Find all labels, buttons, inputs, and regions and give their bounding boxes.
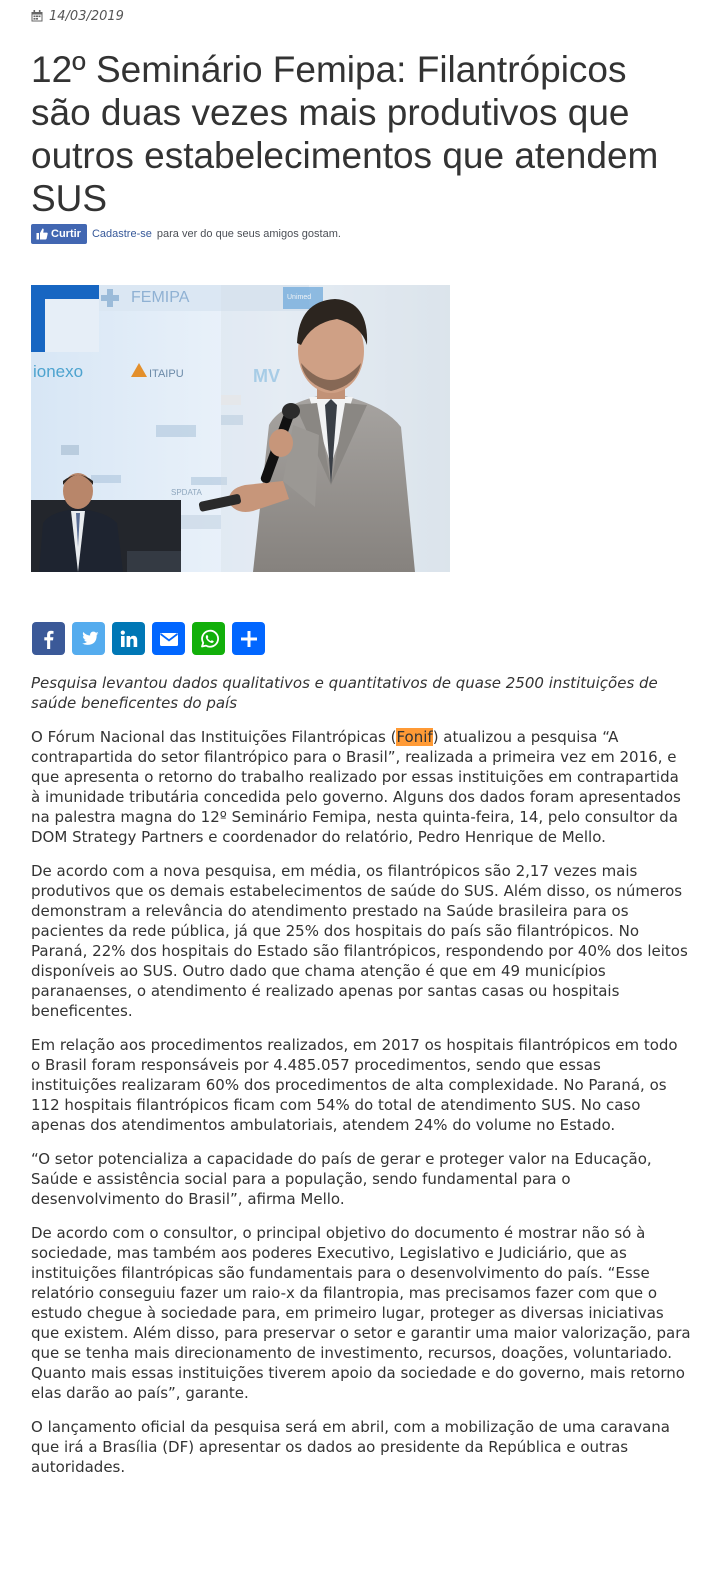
- sponsor-logo-mv: MV: [253, 366, 280, 386]
- share-addtoany-button[interactable]: [232, 622, 265, 655]
- paragraph-5: De acordo com o consultor, o principal objetivo do documento é mostrar não só à sociedade, mas também aos poderes Executivo, Legislativo e Judiciário, que as instituições filantrópicas são fundamentais para o desenvolvimento do país. “Esse relatório conseguiu fazer um raio-x da filantropia, mas precisamos fazer com que o estudo chegue à sociedade para, em primeiro lugar, proteger as diversas iniciativas que existem. Além disso, para preservar o setor e garantir uma maior valorização, para que se tenha mais direcionamento de investimento, recursos, doações, voluntariado. Quanto mais essas instituições tiverem apoio da sociedade e do governo, mais retorno elas darão ao país”, garante.: [31, 1224, 691, 1402]
- article-date: [31, 6, 124, 26]
- paragraph-6: O lançamento oficial da pesquisa será em abril, com a mobilização de uma caravana que irá a Brasília (DF) apresentar os dados ao presidente da República e outras autoridades.: [31, 1418, 670, 1476]
- share-facebook-button[interactable]: [32, 622, 65, 655]
- sponsor-logo-itaipu: ITAIPU: [149, 368, 184, 380]
- banner-logo-femipa: FEMIPA: [131, 289, 190, 306]
- article-title: 12º Seminário Femipa: Filantrópicos são duas vezes mais produtivos que outros estabelecimentos que atendem SUS: [31, 49, 659, 219]
- twitter-icon: [77, 627, 101, 651]
- signup-link[interactable]: Cadastre-se: [91, 228, 152, 240]
- sponsor-logo-spdata: SPDATA: [171, 488, 202, 497]
- facebook-like-widget: [31, 224, 341, 244]
- paragraph-4: “O setor potencializa a capacidade do país de gerar e proteger valor na Educação, Saúde e assistência social para a população, sendo fundamental para o desenvolvimento do Brasil”, afirma Mello.: [31, 1150, 652, 1208]
- date-text: 14/03/2019: [49, 8, 124, 24]
- sponsor-logo-ionexo: ionexo: [33, 362, 84, 381]
- paragraph-1-end: ) atualizou a pesquisa “A contrapartida do setor filantrópico para o Brasil”, realizada a primeira vez em 2016, e que apresenta o retorno do trabalho realizado por essas instituições em contrapartida à imunidade tributária concedida pelo governo. Alguns dos dados foram apresentados na palestra magna do 12º Seminário Femipa, nesta quinta-feira, 14, pelo consultor da DOM Strategy Partners e coordenador do relatório, Pedro Henrique de Mello.: [31, 728, 681, 846]
- plus-icon: [238, 628, 260, 650]
- paragraph-1: [31, 727, 691, 847]
- share-buttons: [32, 622, 265, 655]
- facebook-icon: [38, 628, 60, 650]
- facebook-like-button[interactable]: [31, 224, 87, 244]
- highlighted-term: Fonif: [396, 728, 433, 746]
- linkedin-icon: [118, 628, 140, 650]
- calendar-icon: [31, 10, 43, 22]
- email-icon: [157, 627, 181, 651]
- article-body: [31, 673, 691, 1491]
- paragraph-1-start: O Fórum Nacional das Instituições Filantrópicas (: [31, 728, 397, 746]
- article-lead: Pesquisa levantou dados qualitativos e quantitativos de quase 2500 instituições de saúde beneficentes do país: [31, 674, 658, 712]
- share-twitter-button[interactable]: [72, 622, 105, 655]
- thumbs-up-icon: [36, 228, 48, 240]
- paragraph-3: Em relação aos procedimentos realizados, em 2017 os hospitais filantrópicos em todo o Brasil foram responsáveis por 4.485.057 procedimentos, sendo que essas instituições realizaram 60% dos procedimentos de alta complexidade. No Paraná, os 112 hospitais filantrópicos ficam com 54% do total de atendimento SUS. No caso apenas dos atendimentos ambulatoriais, atendem 24% do volume no Estado.: [31, 1036, 678, 1134]
- article-photo: [31, 285, 450, 572]
- paragraph-2: De acordo com a nova pesquisa, em média, os filantrópicos são 2,17 vezes mais produtivos que os demais estabelecimentos de saúde do SUS. Além disso, os números demonstram a relevância do atendimento prestado na Saúde brasileira para os pacientes da rede pública, já que 25% dos hospitais do país são filantrópicos. No Paraná, 22% dos hospitais do Estado são filantrópicos, respondendo por 40% dos leitos disponíveis ao SUS. Outro dado que chama atenção é que em 49 municípios paranaenses, o atendimento é realizado apenas por santas casas ou hospitais beneficentes.: [31, 862, 688, 1020]
- whatsapp-icon: [197, 627, 221, 651]
- like-label: Curtir: [51, 228, 81, 240]
- share-email-button[interactable]: [152, 622, 185, 655]
- share-whatsapp-button[interactable]: [192, 622, 225, 655]
- event-photo: [31, 285, 450, 572]
- share-linkedin-button[interactable]: [112, 622, 145, 655]
- facebook-prompt-text: para ver do que seus amigos gostam.: [156, 228, 341, 240]
- sponsor-logo-unimed: Unimed: [287, 294, 312, 301]
